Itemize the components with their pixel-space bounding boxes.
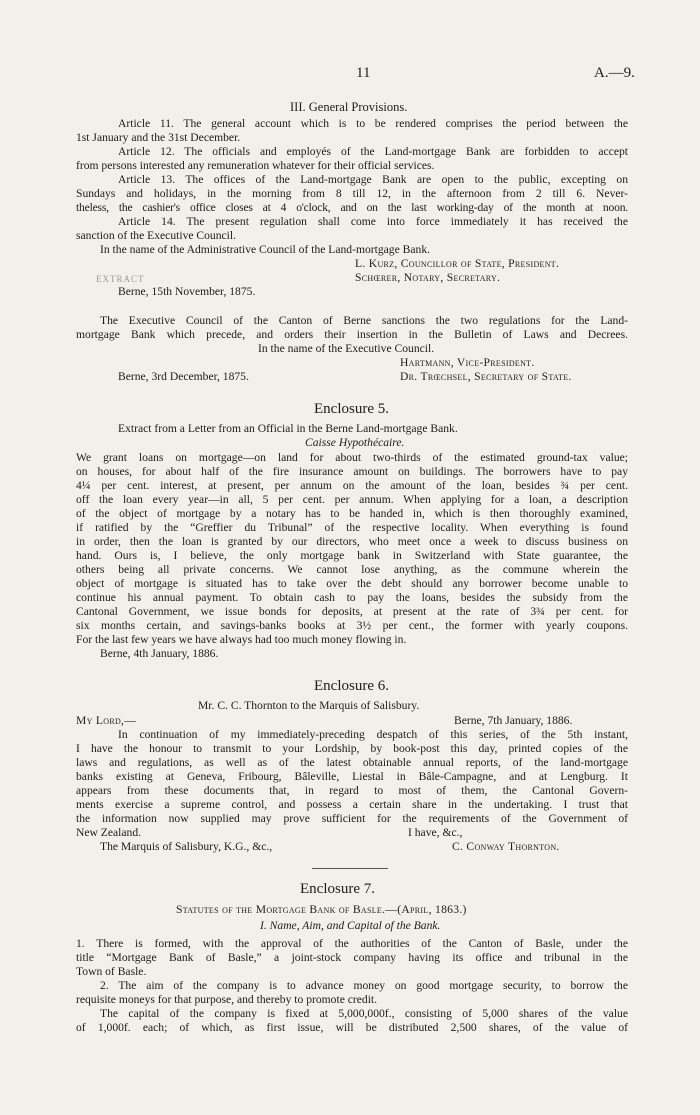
- article-13-line-2: Sundays and holidays, in the morning from 8 till 12, in the afternoon from 2 till 6. Never-: [76, 187, 628, 200]
- enclosure-5-line-1: We grant loans on mortgage—on land for about two-thirds of the estimated ground-tax value;: [76, 451, 628, 464]
- extract-stamp: EXTRACT: [96, 274, 145, 284]
- article-12-line-2: from persons interested any remuneration whatever for their official services.: [76, 159, 435, 172]
- enclosure-5-line-6: if ratified by the “Greffier du Tribunal” of the respective locality. When everything is found: [76, 521, 628, 534]
- signature-secretary: Schœrer, Notary, Secretary.: [355, 271, 501, 284]
- signature-thornton: C. Conway Thornton.: [452, 840, 560, 853]
- enclosure-7-subtitle: Statutes of the Mortgage Bank of Basle.—(April, 1863.): [176, 903, 467, 916]
- sanction-date: Berne, 3rd December, 1875.: [118, 370, 249, 383]
- enclosure-7-line-4: 2. The aim of the company is to advance money on good mortgage security, to borrow the: [100, 979, 628, 992]
- enclosure-5-heading: Enclosure 5.: [314, 401, 389, 417]
- article-11-line-1: Article 11. The general account which is to be rendered comprises the period between the: [118, 117, 628, 130]
- enclosure-6-line-7: the information now supplied may prove sufficient for the requirements of the Government of: [76, 812, 628, 825]
- general-provisions-date: Berne, 15th November, 1875.: [118, 285, 256, 298]
- enclosure-5-line-7: in order, then the loan is granted by our directors, who meet once a week to discuss business on: [76, 535, 628, 548]
- enclosure-5-line-14: For the last few years we have always had too much money flowing in.: [76, 633, 407, 646]
- article-11-line-2: 1st January and the 31st December.: [76, 131, 241, 144]
- enclosure-6-line-5: appears from these documents that, in regard to most of them, the Cantonal Govern-: [76, 784, 628, 797]
- enclosure-5-line-9: others being all private concerns. We cannot lose anything, as the commune wherein the: [76, 563, 628, 576]
- signature-president: L. Kurz, Councillor of State, President.: [355, 257, 560, 270]
- enclosure-7-section-heading: I. Name, Aim, and Capital of the Bank.: [260, 919, 441, 932]
- signature-vice-president: Hartmann, Vice-President.: [400, 356, 535, 369]
- addressee: The Marquis of Salisbury, K.G., &c.,: [100, 840, 273, 853]
- enclosure-5-line-8: hand. Ours is, I believe, the only mortgage bank in Switzerland with State guarantee, the: [76, 549, 628, 562]
- article-13-line-1: Article 13. The offices of the Land-mortgage Bank are open to the public, excepting on: [118, 173, 628, 186]
- enclosure-7-line-5: requisite moneys for that purpose, and thereby to promote credit.: [76, 993, 378, 1006]
- enclosure-6-subtitle: Mr. C. C. Thornton to the Marquis of Salisbury.: [198, 699, 420, 712]
- enclosure-7-heading: Enclosure 7.: [300, 881, 375, 897]
- signature-secretary-of-state: Dr. Trœchsel, Secretary of State.: [400, 370, 572, 383]
- enclosure-6-heading: Enclosure 6.: [314, 678, 389, 694]
- administrative-council-line: In the name of the Administrative Council of the Land-mortgage Bank.: [100, 243, 431, 256]
- article-14-line-1: Article 14. The present regulation shall come into force immediately it has received the: [118, 215, 628, 228]
- enclosure-7-line-1: 1. There is formed, with the approval of the authorities of the Canton of Basle, under the: [76, 937, 628, 950]
- enclosure-5-line-12: Cantonal Government, we issue bonds for deposits, at present at the rate of 3¾ per cent. for: [76, 605, 628, 618]
- enclosure-6-line-6: ments exercise a supreme control, and possess a certain share in the undertaking. I trust that: [76, 798, 628, 811]
- sanction-line-1: The Executive Council of the Canton of Berne sanctions the two regulations for the Land-: [100, 314, 628, 327]
- article-13-line-3: theless, the cashier's office closes at 4 o'clock, and on the last working-day of the month at noon.: [76, 201, 628, 214]
- enclosure-5-line-13: six months certain, and savings-banks books at 3½ per cent., the former with yearly coupons.: [76, 619, 628, 632]
- closing: I have, &c.,: [408, 826, 463, 839]
- enclosure-5-subtitle: Extract from a Letter from an Official in the Berne Land-mortgage Bank.: [118, 422, 458, 435]
- enclosure-5-line-5: of the object of mortgage by a notary has to be handed in, which is then thoroughly examined,: [76, 507, 628, 520]
- article-12-line-1: Article 12. The officials and employés of the Land-mortgage Bank are forbidden to accept: [118, 145, 628, 158]
- enclosure-5-line-4: off the loan every year—in all, 5 per cent. per annum. When applying for a loan, a description: [76, 493, 628, 506]
- enclosure-6-line-1: In continuation of my immediately-preceding despatch of this series, of the 5th instant,: [118, 728, 628, 741]
- enclosure-6-line-4: banks existing at Geneva, Fribourg, Bâleville, Liestal in Bâle-Campagne, and at Lengburg. It: [76, 770, 628, 783]
- enclosure-7-line-6: The capital of the company is fixed at 5,000,000f., consisting of 5,000 shares of the value: [100, 1007, 628, 1020]
- enclosure-5-line-3: 4¼ per cent. interest, at present, per annum on the amount of the loan, besides ¾ per cent.: [76, 479, 628, 492]
- sanction-line-2: mortgage Bank which precede, and orders their insertion in the Bulletin of Laws and Decrees.: [76, 328, 628, 341]
- salutation: My Lord,—: [76, 714, 137, 727]
- section-divider: [312, 868, 388, 869]
- enclosure-6-line-2: I have the honour to transmit to your Lordship, by book-post this day, printed copies of the: [76, 742, 628, 755]
- page-number: 11: [356, 65, 371, 81]
- section-heading-general-provisions: III. General Provisions.: [290, 100, 408, 114]
- caisse-hypothecaire: Caisse Hypothécaire.: [305, 436, 405, 449]
- sanction-line-3: In the name of the Executive Council.: [258, 342, 435, 355]
- enclosure-5-date: Berne, 4th January, 1886.: [100, 647, 219, 660]
- article-14-line-2: sanction of the Executive Council.: [76, 229, 237, 242]
- enclosure-6-date: Berne, 7th January, 1886.: [454, 714, 573, 727]
- enclosure-7-line-7: of 1,000f. each; of which, as first issue, will be distributed 2,500 shares, of the value of: [76, 1021, 628, 1034]
- enclosure-5-line-10: object of mortgage is situated has to take over the debt should any borrower become unable to: [76, 577, 628, 590]
- enclosure-7-line-2: title “Mortgage Bank of Basle,” a joint-stock company having its office and tribunal in the: [76, 951, 628, 964]
- enclosure-6-line-8: New Zealand.: [76, 826, 142, 839]
- document-reference: A.—9.: [594, 65, 635, 81]
- enclosure-6-line-3: laws and regulations, as well as of the latest obtainable annual reports, of the land-mortgage: [76, 756, 628, 769]
- enclosure-7-line-3: Town of Basle.: [76, 965, 147, 978]
- enclosure-5-line-2: on houses, for about half of the fire insurance amount on buildings. The borrowers have to pay: [76, 465, 628, 478]
- enclosure-5-line-11: continue his annual payment. To obtain cash to pay the loans, besides the subsidy from the: [76, 591, 628, 604]
